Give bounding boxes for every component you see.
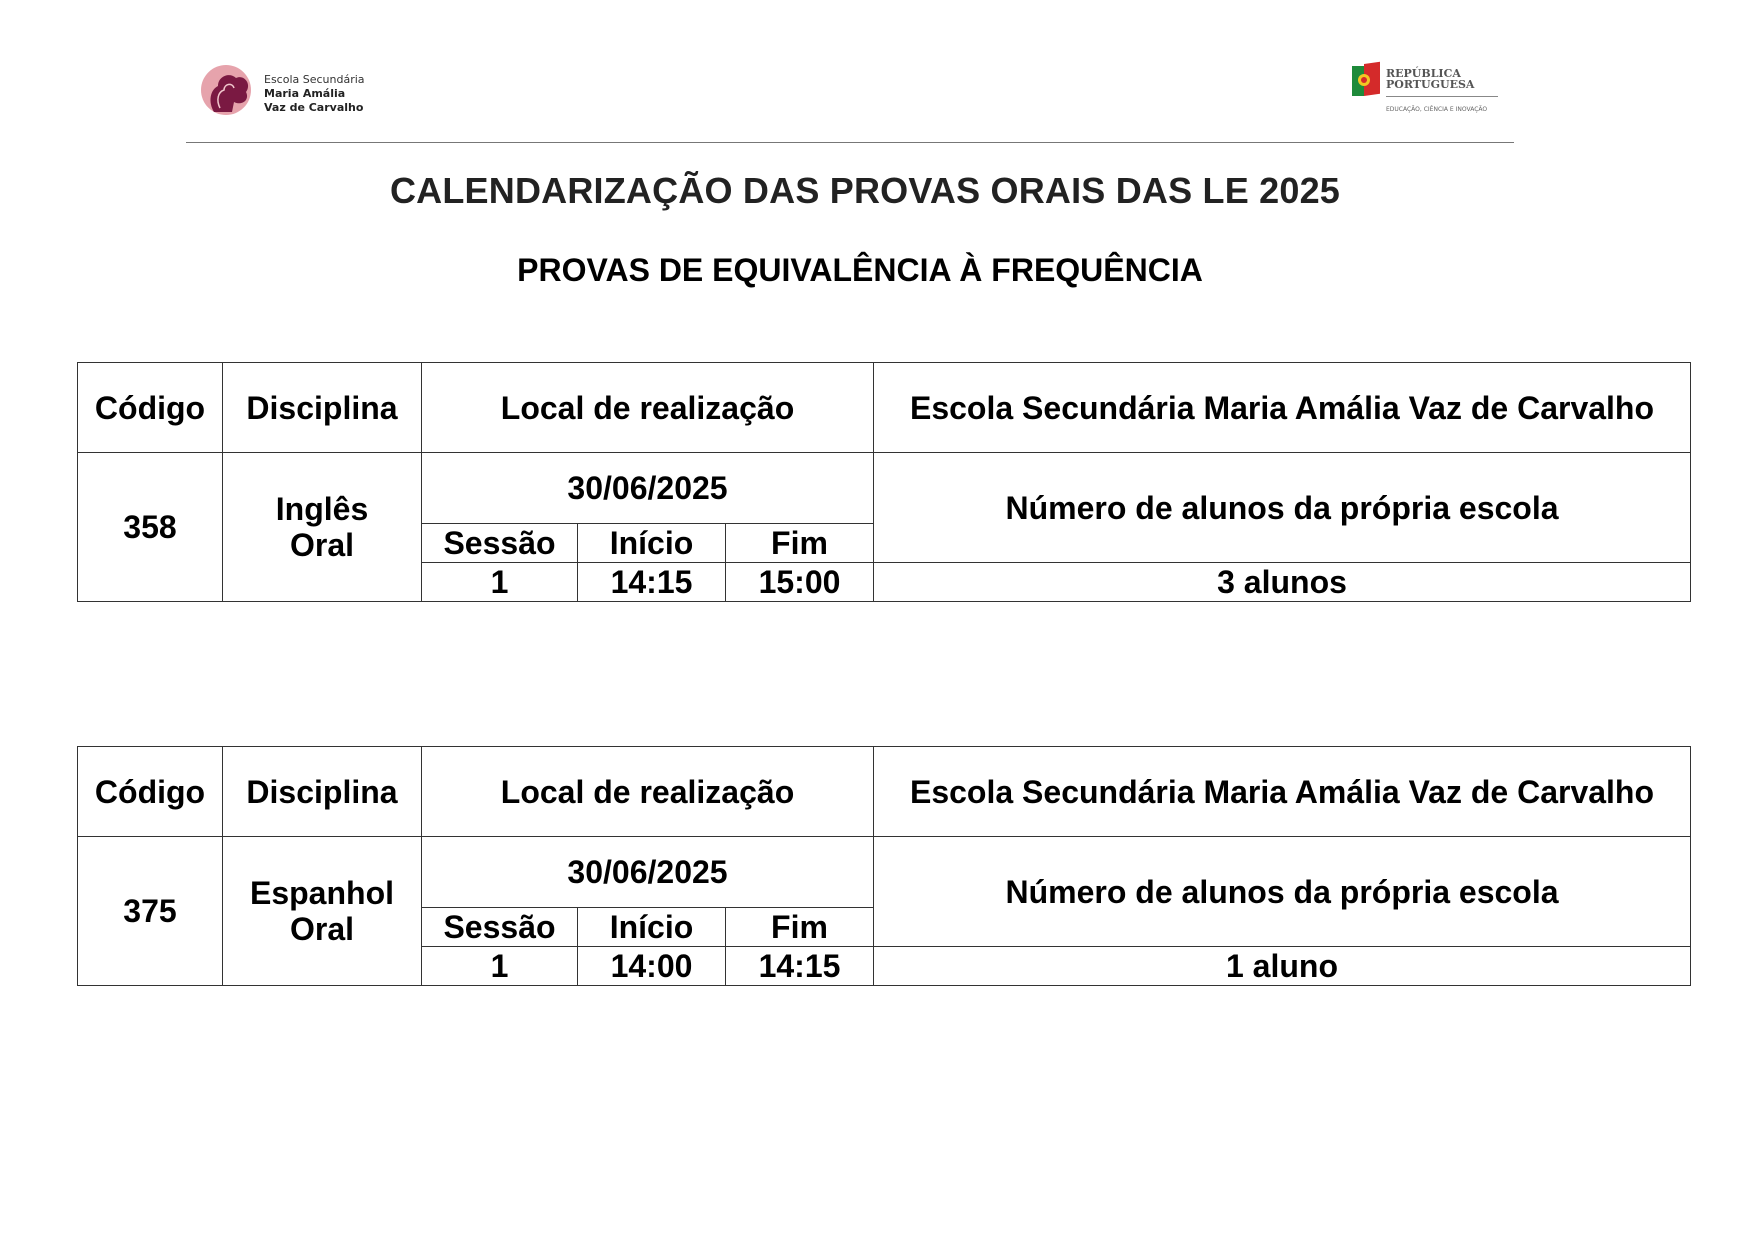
gov-name-line1: REPÚBLICA	[1386, 67, 1461, 80]
cell-codigo: 358	[78, 453, 223, 602]
disciplina-name: Espanhol	[249, 875, 394, 911]
header-local: Local de realização	[422, 747, 874, 837]
gov-ministry-name: EDUCAÇÃO, CIÊNCIA E INOVAÇÃO	[1386, 106, 1488, 113]
cell-data: 30/06/2025	[422, 837, 874, 908]
school-emblem-icon	[200, 62, 260, 118]
header-codigo: Código	[78, 747, 223, 837]
portuguese-flag-icon	[1350, 60, 1384, 104]
cell-sessao: 1	[422, 563, 578, 602]
header-sessao: Sessão	[422, 908, 578, 947]
header-codigo: Código	[78, 363, 223, 453]
cell-inicio: 14:00	[578, 947, 726, 986]
header-escola: Escola Secundária Maria Amália Vaz de Carvalho	[874, 363, 1691, 453]
cell-codigo: 375	[78, 837, 223, 986]
school-logo	[200, 62, 370, 122]
header-fim: Fim	[726, 908, 874, 947]
disciplina-type: Oral	[289, 911, 355, 947]
header-inicio: Início	[578, 908, 726, 947]
header-escola: Escola Secundária Maria Amália Vaz de Carvalho	[874, 747, 1691, 837]
exam-table-spanish	[77, 746, 1691, 986]
cell-data: 30/06/2025	[422, 453, 874, 524]
header-fim: Fim	[726, 524, 874, 563]
school-name-line3: Vaz de Carvalho	[264, 101, 364, 114]
header-local: Local de realização	[422, 363, 874, 453]
cell-alunos: 3 alunos	[874, 563, 1691, 602]
cell-sessao: 1	[422, 947, 578, 986]
page-title: CALENDARIZAÇÃO DAS PROVAS ORAIS DAS LE 2025	[389, 170, 1341, 211]
government-logo	[1350, 60, 1500, 120]
header-numero-alunos: Número de alunos da própria escola	[874, 453, 1691, 563]
disciplina-type: Oral	[289, 527, 355, 563]
disciplina-name: Inglês	[275, 491, 369, 527]
header-inicio: Início	[578, 524, 726, 563]
cell-disciplina	[223, 837, 422, 986]
gov-name-line2: PORTUGUESA	[1386, 78, 1475, 91]
school-name-line1: Escola Secundária	[264, 73, 365, 86]
page-subtitle: PROVAS DE EQUIVALÊNCIA À FREQUÊNCIA	[517, 252, 1203, 288]
cell-alunos: 1 aluno	[874, 947, 1691, 986]
school-name-line2: Maria Amália	[264, 87, 346, 100]
header-disciplina: Disciplina	[223, 747, 422, 837]
header-numero-alunos: Número de alunos da própria escola	[874, 837, 1691, 947]
header-divider	[186, 142, 1514, 143]
cell-inicio: 14:15	[578, 563, 726, 602]
header-disciplina: Disciplina	[223, 363, 422, 453]
gov-logo-divider	[1386, 96, 1498, 97]
exam-table-english	[77, 362, 1691, 602]
cell-fim: 14:15	[726, 947, 874, 986]
cell-disciplina	[223, 453, 422, 602]
cell-fim: 15:00	[726, 563, 874, 602]
header-sessao: Sessão	[422, 524, 578, 563]
